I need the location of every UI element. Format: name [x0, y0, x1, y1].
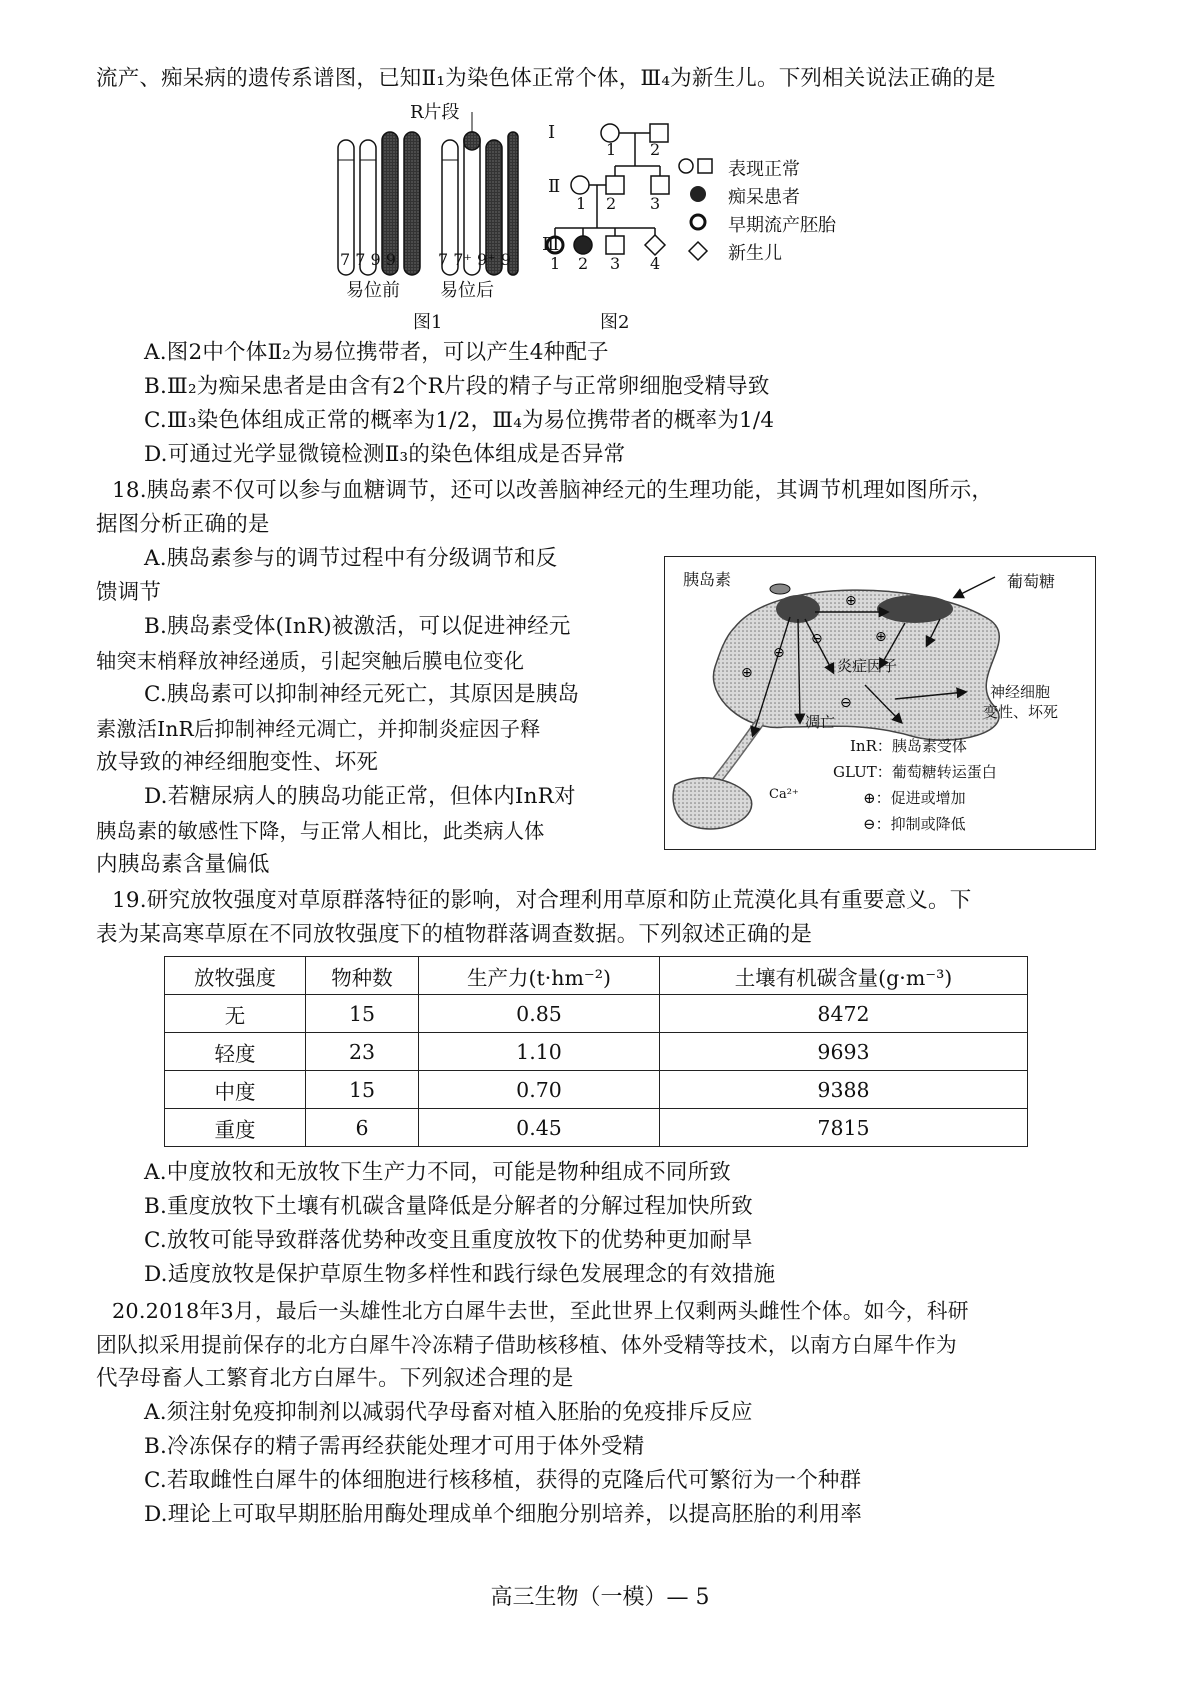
q18-stem-1: 18.胰岛素不仅可以参与血糖调节，还可以改善脑神经元的生理功能，其调节机理如图所示， — [112, 478, 994, 503]
q17-intro: 流产、痴呆病的遗传系谱图，已知Ⅱ₁为染色体正常个体，Ⅲ₄为新生儿。下列相关说法正确的是 — [96, 66, 996, 91]
table-header: 放牧强度 — [165, 957, 306, 995]
q19-option-c: C.放牧可能导致群落优势种改变且重度放牧下的优势种更加耐旱 — [144, 1228, 753, 1253]
table-cell: 重度 — [165, 1109, 306, 1147]
r-segment-label: R片段 — [410, 102, 460, 123]
III-4-num: 4 — [650, 254, 661, 273]
fig-legend-plus: ⊕：促进或增加 — [863, 789, 966, 807]
fig-inflammation-label: 炎症因子 — [837, 657, 898, 675]
q18-c-line1: C.胰岛素可以抑制神经元死亡，其原因是胰岛 — [144, 682, 580, 707]
q17-option-b: B.Ⅲ₂为痴呆患者是由含有2个R片段的精子与正常卵细胞受精导致 — [144, 374, 770, 399]
svg-text:⊖: ⊖ — [840, 695, 852, 711]
fig-legend-minus: ⊖：抑制或降低 — [863, 815, 966, 833]
table-cell: 9693 — [660, 1033, 1028, 1071]
q20-option-a: A.须注射免疫抑制剂以减弱代孕母畜对植入胚胎的免疫排斥反应 — [144, 1400, 753, 1425]
chrom-labels-before: 7 7 9 9 — [340, 250, 396, 269]
table-cell: 0.85 — [419, 995, 660, 1033]
III-3-num: 3 — [610, 254, 621, 273]
table-cell: 23 — [306, 1033, 419, 1071]
table-cell: 15 — [306, 1071, 419, 1109]
q20-stem-3: 代孕母畜人工繁育北方白犀牛。下列叙述合理的是 — [96, 1366, 574, 1391]
page-footer: 高三生物（一模）— 5 — [490, 1585, 710, 1610]
III-2-num: 2 — [578, 254, 589, 273]
table-cell: 中度 — [165, 1071, 306, 1109]
table-cell: 7815 — [660, 1109, 1028, 1147]
table-cell: 0.45 — [419, 1109, 660, 1147]
q19-option-d: D.适度放牧是保护草原生物多样性和践行绿色发展理念的有效措施 — [144, 1262, 776, 1287]
fig-legend-glut: GLUT：葡萄糖转运蛋白 — [833, 763, 997, 781]
q18-d-line3: 内胰岛素含量偏低 — [96, 852, 270, 877]
svg-text:⊕: ⊕ — [741, 665, 753, 681]
q19-stem-1: 19.研究放牧强度对草原群落特征的影响，对合理利用草原和防止荒漠化具有重要意义。下 — [112, 888, 972, 913]
table-cell: 8472 — [660, 995, 1028, 1033]
II-1-num: 1 — [576, 194, 587, 213]
legend-miscarriage: 早期流产胚胎 — [728, 215, 836, 236]
q18-stem-2: 据图分析正确的是 — [96, 512, 270, 537]
pedigree-II-3 — [651, 176, 669, 194]
table-cell: 无 — [165, 995, 306, 1033]
q20-stem-1: 20.2018年3月，最后一头雄性北方白犀牛去世，至此世界上仅剩两头雌性个体。如今，科研 — [112, 1299, 969, 1323]
svg-text:⊕: ⊕ — [875, 629, 887, 645]
table-cell: 9388 — [660, 1071, 1028, 1109]
pedigree-III-3 — [606, 236, 624, 254]
q18-c-line2: 素激活InR后抑制神经元凋亡，并抑制炎症因子释 — [96, 717, 541, 741]
q18-d-line2: 胰岛素的敏感性下降，与正常人相比，此类病人体 — [96, 819, 545, 843]
gen-I-label: Ⅰ — [548, 122, 556, 143]
q20-stem-2: 团队拟采用提前保存的北方白犀牛冷冻精子借助核移植、体外受精等技术，以南方白犀牛作为 — [96, 1333, 957, 1357]
table-row — [165, 1033, 1028, 1071]
fig-degeneration-1: 神经细胞 — [990, 683, 1051, 701]
q17-option-c: C.Ⅲ₃染色体组成正常的概率为1/2，Ⅲ₄为易位携带者的概率为1/4 — [144, 408, 775, 433]
pedigree-II-2 — [606, 176, 624, 194]
table-header: 物种数 — [306, 957, 419, 995]
q20-option-c: C.若取雌性白犀牛的体细胞进行核移植，获得的克隆后代可繁衍为一个种群 — [144, 1468, 862, 1493]
q18-b-line2: 轴突末梢释放神经递质，引起突触后膜电位变化 — [96, 649, 525, 673]
table-header: 土壤有机碳含量(g·m⁻³) — [660, 957, 1028, 995]
fig-ca-label: Ca²⁺ — [769, 787, 799, 802]
III-1-num: 1 — [550, 254, 561, 273]
legend-normal: 表现正常 — [728, 159, 800, 180]
table-row — [165, 1109, 1028, 1147]
table-row — [165, 995, 1028, 1033]
I-1-num: 1 — [606, 140, 617, 159]
table-cell: 6 — [306, 1109, 419, 1147]
q18-figure — [664, 556, 1096, 850]
q18-a-line1: A.胰岛素参与的调节过程中有分级调节和反 — [144, 546, 558, 571]
q20-option-b: B.冷冻保存的精子需再经获能处理才可用于体外受精 — [144, 1434, 645, 1459]
svg-text:⊖: ⊖ — [773, 645, 785, 661]
fig-apoptosis-label: 凋亡 — [805, 713, 836, 731]
q18-d-line1: D.若糖尿病人的胰岛功能正常，但体内InR对 — [144, 784, 576, 809]
figure-1-chromosomes — [330, 100, 520, 300]
q18-a-line2: 馈调节 — [96, 580, 162, 605]
fig-degeneration-2: 变性、坏死 — [983, 703, 1059, 721]
q19-option-b: B.重度放牧下土壤有机碳含量降低是分解者的分解过程加快所致 — [144, 1194, 753, 1219]
label-after: 易位后 — [440, 280, 494, 301]
table-cell: 0.70 — [419, 1071, 660, 1109]
chrom-labels-after: 7 7⁺ 9⁺ 9 — [438, 250, 511, 269]
table-header-row — [165, 957, 1028, 995]
q18-b-line1: B.胰岛素受体(InR)被激活，可以促进神经元 — [144, 614, 571, 639]
table-cell: 15 — [306, 995, 419, 1033]
figure-1-caption: 图1 — [413, 312, 443, 333]
q17-option-d: D.可通过光学显微镜检测Ⅱ₃的染色体组成是否异常 — [144, 442, 626, 467]
q19-stem-2: 表为某高寒草原在不同放牧强度下的植物群落调查数据。下列叙述正确的是 — [96, 922, 813, 947]
q18-c-line3: 放导致的神经细胞变性、坏死 — [96, 750, 379, 775]
II-3-num: 3 — [650, 194, 661, 213]
table-row — [165, 1071, 1028, 1109]
glut-transporter — [877, 595, 953, 623]
svg-text:⊕: ⊕ — [845, 593, 857, 609]
legend-dementia: 痴呆患者 — [728, 187, 800, 208]
pedigree-II-1 — [571, 176, 589, 194]
fig-legend-inr: InR：胰岛素受体 — [850, 737, 967, 755]
I-2-num: 2 — [650, 140, 661, 159]
table-cell: 轻度 — [165, 1033, 306, 1071]
gen-II-label: Ⅱ — [548, 176, 561, 197]
pedigree-III-4 — [645, 235, 665, 255]
fig-insulin-label: 胰岛素 — [683, 570, 732, 589]
svg-text:⊖: ⊖ — [811, 631, 823, 647]
fig-glucose-label: 葡萄糖 — [1007, 572, 1056, 591]
label-before: 易位前 — [346, 280, 400, 301]
table-cell: 1.10 — [419, 1033, 660, 1071]
figure-2-caption: 图2 — [600, 312, 630, 333]
inr-receptor — [776, 595, 820, 623]
q19-option-a: A.中度放牧和无放牧下生产力不同，可能是物种组成不同所致 — [144, 1160, 731, 1185]
II-2-num: 2 — [606, 194, 617, 213]
pedigree-III-2 — [574, 236, 592, 254]
pedigree-legend-symbols — [678, 156, 722, 266]
legend-newborn: 新生儿 — [728, 243, 782, 264]
q17-option-a: A.图2中个体Ⅱ₂为易位携带者，可以产生4种配子 — [144, 340, 609, 365]
gen-III-label: Ⅲ — [542, 234, 560, 255]
table-header: 生产力(t·hm⁻²) — [419, 957, 660, 995]
grazing-table — [164, 956, 1028, 1147]
q20-option-d: D.理论上可取早期胚胎用酶处理成单个细胞分别培养，以提高胚胎的利用率 — [144, 1502, 863, 1527]
